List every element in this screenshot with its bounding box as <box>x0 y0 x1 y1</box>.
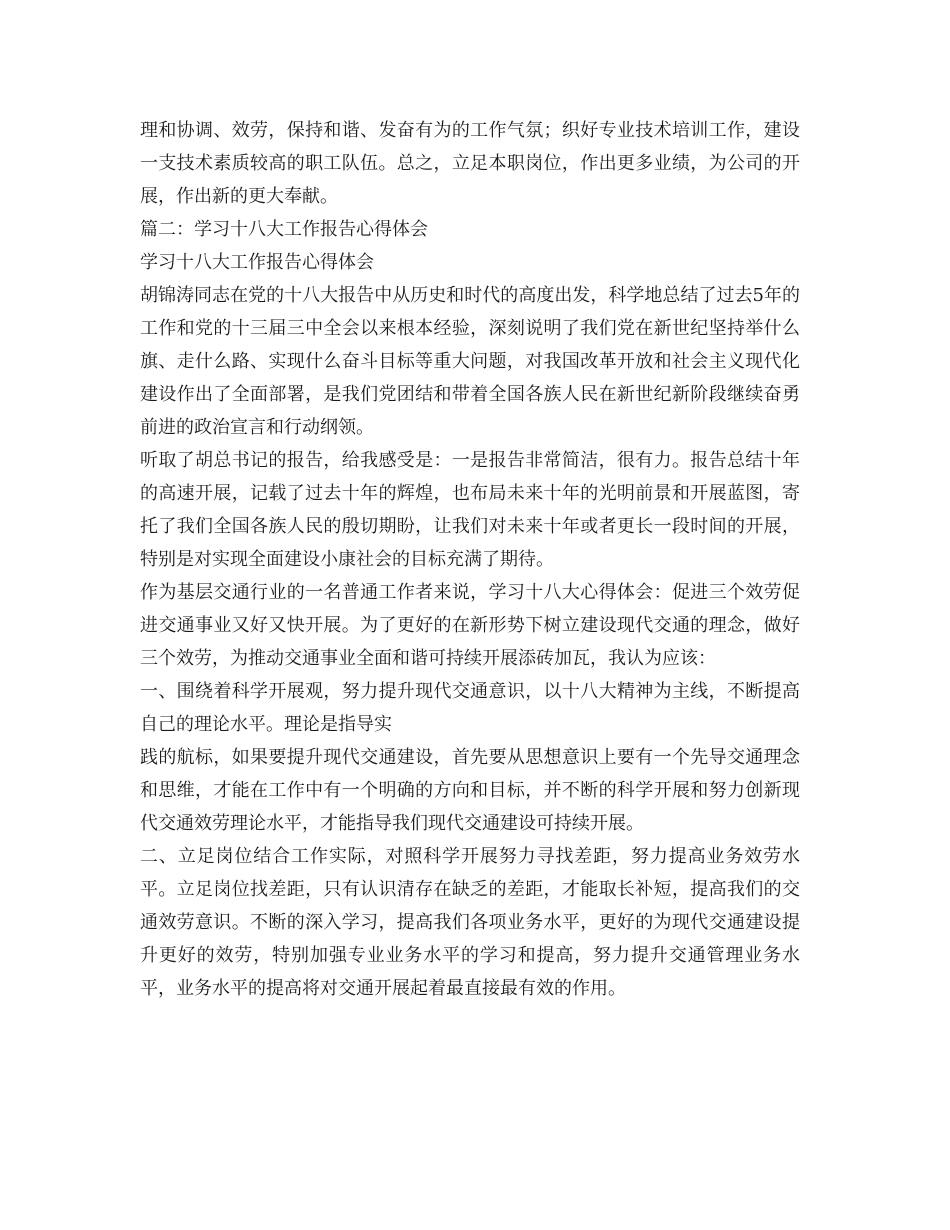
section-heading: 篇二：学习十八大工作报告心得体会 <box>140 219 428 240</box>
paragraph-point-two: 二、立足岗位结合工作实际，对照科学开展努力寻找差距，努力提高业务效劳水平。立足岗位找差距，只有认识清存在缺乏的差距，才能取长补短，提高我们的交通效劳意识。不断的深入学习，提高我们各项业务水平，更好的为现代交通建设提升更好的效劳，特别加强专业业务水平的学习和提高，努力提升交通管理业务水平，业务水平的提高将对交通开展起着最直接最有效的作用。 <box>140 846 800 999</box>
paragraph-impression: 听取了胡总书记的报告，给我感受是：一是报告非常简洁，很有力。报告总结十年的高速开展，记载了过去十年的辉煌，也布局未来十年的光明前景和开展蓝图，寄托了我们全国各族人民的殷切期盼，让我们对未来十年或者更长一段时间的开展，特别是对实现全面建设小康社会的目标充满了期待。 <box>140 450 800 570</box>
article-title: 学习十八大工作报告心得体会 <box>140 252 374 273</box>
paragraph-point-one-continued: 践的航标，如果要提升现代交通建设，首先要从思想意识上要有一个先导交通理念和思维，才能在工作中有一个明确的方向和目标，并不断的科学开展和努力创新现代交通效劳理论水平，才能指导我们现代交通建设可持续开展。 <box>140 747 800 834</box>
paragraph-role: 作为基层交通行业的一名普通工作者来说，学习十八大心得体会：促进三个效劳促进交通事业又好又快开展。为了更好的在新形势下树立建设现代交通的理念，做好三个效劳，为推动交通事业全面和谐可持续开展添砖加瓦，我认为应该： <box>140 582 800 669</box>
paragraph-point-one: 一、围绕着科学开展观，努力提升现代交通意识，以十八大精神为主线，不断提高自己的理论水平。理论是指导实 <box>140 681 800 735</box>
paragraph-conclusion: 理和协调、效劳，保持和谐、发奋有为的工作气氛；织好专业技术培训工作，建设一支技术素质较高的职工队伍。总之，立足本职岗位，作出更多业绩，为公司的开展，作出新的更大奉献。 <box>140 120 800 207</box>
paragraph-intro: 胡锦涛同志在党的十八大报告中从历史和时代的高度出发，科学地总结了过去5年的工作和党的十三届三中全会以来根本经验，深刻说明了我们党在新世纪坚持举什么旗、走什么路、实现什么奋斗目标等重大问题，对我国改革开放和社会主义现代化建设作出了全面部署，是我们党团结和带着全国各族人民在新世纪新阶段继续奋勇前进的政治宣言和行动纲领。 <box>140 285 800 438</box>
document-body <box>140 114 800 1005</box>
